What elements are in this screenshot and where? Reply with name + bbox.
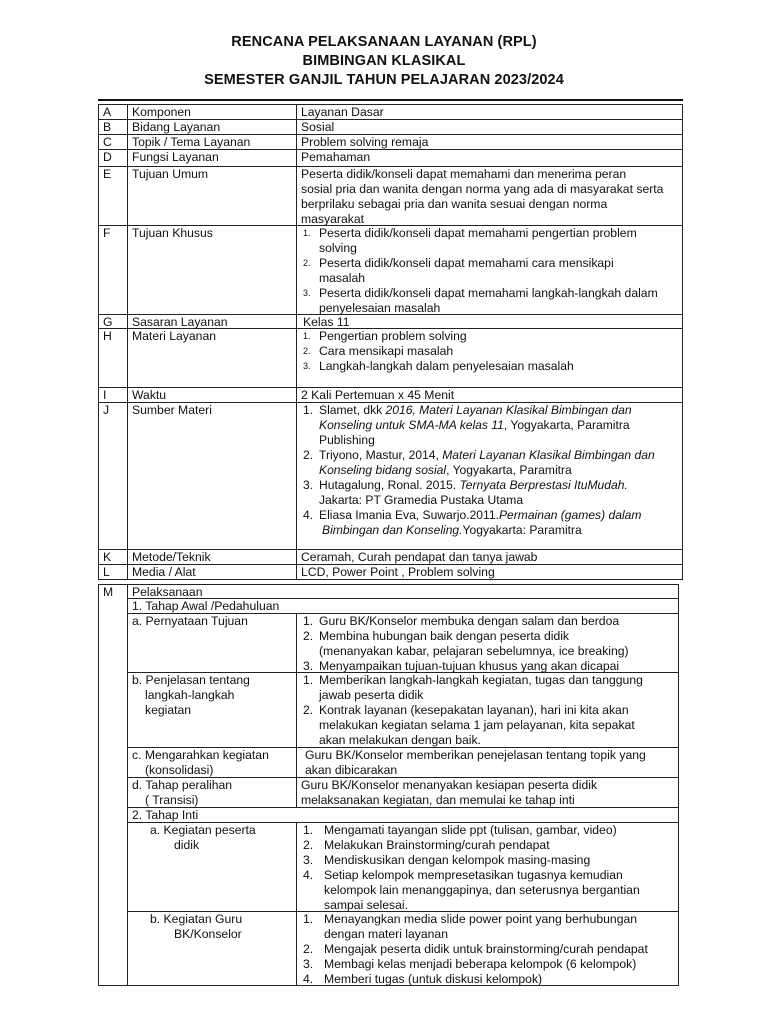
sub-label: b. Penjelasan tentang langkah-langkah kegiatan bbox=[127, 672, 297, 748]
sub-label: b. Kegiatan Guru BK/Konselor bbox=[127, 911, 297, 986]
row-code: K bbox=[98, 549, 128, 565]
materi-layanan-list bbox=[296, 328, 683, 388]
sub-label: a. Pernyataan Tujuan bbox=[127, 613, 297, 673]
sumber-materi-list bbox=[296, 402, 683, 550]
row-code bbox=[98, 119, 128, 135]
row-code-text: C bbox=[103, 135, 112, 149]
row-label: Tujuan Umum bbox=[127, 166, 297, 226]
row-value bbox=[296, 119, 683, 135]
row-value-text: Problem solving remaja bbox=[301, 135, 429, 149]
list-item: 1. Guru BK/Konselor membuka dengan salam dan berdoa bbox=[303, 614, 620, 628]
sub-label: a. Kegiatan peserta didik bbox=[127, 822, 297, 912]
row-label: Metode/Teknik bbox=[127, 549, 297, 565]
row-label-text: Topik / Tema Layanan bbox=[132, 135, 251, 149]
row-code bbox=[98, 104, 128, 120]
row-value: Kelas 11 bbox=[296, 314, 683, 329]
row-value bbox=[296, 149, 683, 167]
list-item: 1. Menayangkan media slide power point yang berhubungan dengan materi layanan bbox=[303, 912, 638, 941]
list-item: 3. Langkah-langkah dalam penyelesaian masalah bbox=[303, 359, 574, 373]
list-item: 3. Menyampaikan tujuan-tujuan khusus yang akan dicapai bbox=[303, 659, 620, 673]
list-item: 1. Slamet, dkk 2016, Materi Layanan Klasikal Bimbingan dan Konseling untuk SMA-MA kelas 11, Yogyakarta, Paramitra Publishing bbox=[303, 403, 632, 447]
row-code-text: D bbox=[103, 150, 112, 164]
row-label: Sumber Materi bbox=[127, 402, 297, 550]
list-item: 1. Pengertian problem solving bbox=[303, 329, 467, 343]
row-value: Ceramah, Curah pendapat dan tanya jawab bbox=[296, 549, 683, 565]
tahap-inti-heading: 2. Tahap Inti bbox=[127, 807, 679, 823]
row-code: J bbox=[98, 402, 128, 550]
pelaksanaan-heading: Pelaksanaan bbox=[127, 584, 679, 599]
row-code bbox=[98, 134, 128, 150]
row-label-text: Bidang Layanan bbox=[132, 120, 221, 134]
row-label: Materi Layanan bbox=[127, 328, 297, 388]
row-value-text: Layanan Dasar bbox=[301, 105, 384, 119]
list-item: 2. Cara mensikapi masalah bbox=[303, 344, 454, 358]
row-code-text: A bbox=[103, 105, 112, 119]
list-item: 2. Membina hubungan baik dengan peserta didik (menanyakan kabar, pelajaran sebelumnya, ice breaking) bbox=[303, 629, 629, 658]
row-code-text: B bbox=[103, 120, 112, 134]
list-item: 4. Memberi tugas (untuk diskusi kelompok) bbox=[303, 972, 543, 986]
list-item: 3. Membagi kelas menjadi beberapa kelompok (6 kelompok) bbox=[303, 957, 637, 971]
tujuan-umum-value: Peserta didik/konseli dapat memahami dan menerima peran sosial pria dan wanita dengan norma yang ada di masyarakat serta berprilaku sebagai pria dan wanita sesuai dengan norma masyarakat bbox=[296, 166, 683, 226]
header-rule bbox=[98, 99, 683, 101]
row-code: I bbox=[98, 387, 128, 403]
tujuan-khusus-list bbox=[296, 225, 683, 315]
list-item: 2. Peserta didik/konseli dapat memahami cara mensikapi masalah bbox=[303, 256, 614, 285]
row-label-text: Komponen bbox=[132, 105, 191, 119]
row-label bbox=[127, 134, 297, 150]
row-value-text: Pemahaman bbox=[301, 150, 371, 164]
list-item: 2. Melakukan Brainstorming/curah pendapat bbox=[303, 838, 550, 852]
title-line-1: RENCANA PELAKSANAAN LAYANAN (RPL) bbox=[231, 34, 537, 50]
tahap-peralihan-value: Guru BK/Konselor menanyakan kesiapan peserta didik melaksanakan kegiatan, dan memulai ke tahap inti bbox=[296, 777, 679, 808]
row-label: Waktu bbox=[127, 387, 297, 403]
list-item: 2. Kontrak layanan (kesepakatan layanan), hari ini kita akan melakukan kegiatan selama 1 jam pelayanan, kita sepakat akan melakukan dengan baik. bbox=[303, 703, 635, 747]
row-value: LCD, Power Point , Problem solving bbox=[296, 564, 683, 580]
row-code: M bbox=[98, 584, 128, 986]
list-item: 2. Triyono, Mastur, 2014, Materi Layanan Klasikal Bimbingan dan Konseling bidang sosial, Yogyakarta, Paramitra bbox=[303, 448, 655, 477]
tahap-awal-heading: 1. Tahap Awal /Pedahuluan bbox=[127, 598, 679, 614]
row-code: L bbox=[98, 564, 128, 580]
kegiatan-peserta-list bbox=[296, 822, 679, 912]
title-line-2: BIMBINGAN KLASIKAL bbox=[302, 53, 466, 69]
row-label-text: Fungsi Layanan bbox=[132, 150, 219, 164]
row-value-text: Sosial bbox=[301, 120, 335, 134]
row-code: F bbox=[98, 225, 128, 315]
list-item: 3. Mendiskusikan dengan kelompok masing-masing bbox=[303, 853, 591, 867]
title-line-3: SEMESTER GANJIL TAHUN PELAJARAN 2023/2024 bbox=[204, 72, 564, 88]
sub-label: c. Mengarahkan kegiatan (konsolidasi) bbox=[127, 747, 297, 778]
kegiatan-guru-list bbox=[296, 911, 679, 986]
row-code: G bbox=[98, 314, 128, 329]
sub-label: d. Tahap peralihan ( Transisi) bbox=[127, 777, 297, 808]
row-label: Tujuan Khusus bbox=[127, 225, 297, 315]
list-item: 1. Memberikan langkah-langkah kegiatan, tugas dan tanggung jawab peserta didik bbox=[303, 673, 643, 702]
list-item: 3. Peserta didik/konseli dapat memahami langkah-langkah dalam penyelesaian masalah bbox=[303, 286, 658, 315]
row-code: H bbox=[98, 328, 128, 388]
list-item: 1. Mengamati tayangan slide ppt (tulisan, gambar, video) bbox=[303, 823, 617, 837]
row-code bbox=[98, 149, 128, 167]
row-code: E bbox=[98, 166, 128, 226]
row-value bbox=[296, 134, 683, 150]
row-value: 2 Kali Pertemuan x 45 Menit bbox=[296, 387, 683, 403]
row-label: Sasaran Layanan bbox=[127, 314, 297, 329]
list-item: 4. Eliasa Imania Eva, Suwarjo.2011.Permainan (games) dalam Bimbingan dan Konseling.Yogyakarta: Paramitra bbox=[303, 508, 642, 537]
row-label bbox=[127, 149, 297, 167]
list-item: 4. Setiap kelompok mempresetasikan tugasnya kemudian kelompok lain menanggapinya, dan seterusnya bergantian sampai selesai. bbox=[303, 868, 640, 912]
pernyataan-tujuan-list bbox=[296, 613, 679, 673]
row-label: Media / Alat bbox=[127, 564, 297, 580]
row-value bbox=[296, 104, 683, 120]
mengarahkan-value: Guru BK/Konselor memberikan penejelasan tentang topik yang akan dibicarakan bbox=[296, 747, 679, 778]
penjelasan-langkah-list bbox=[296, 672, 679, 748]
row-label bbox=[127, 104, 297, 120]
list-item: 3. Hutagalung, Ronal. 2015. Ternyata Berprestasi ItuMudah. Jakarta: PT Gramedia Pustaka Utama bbox=[303, 478, 628, 507]
list-item: 1. Peserta didik/konseli dapat memahami pengertian problem solving bbox=[303, 226, 637, 255]
row-label bbox=[127, 119, 297, 135]
list-item: 2. Mengajak peserta didik untuk brainstorming/curah pendapat bbox=[303, 942, 648, 956]
